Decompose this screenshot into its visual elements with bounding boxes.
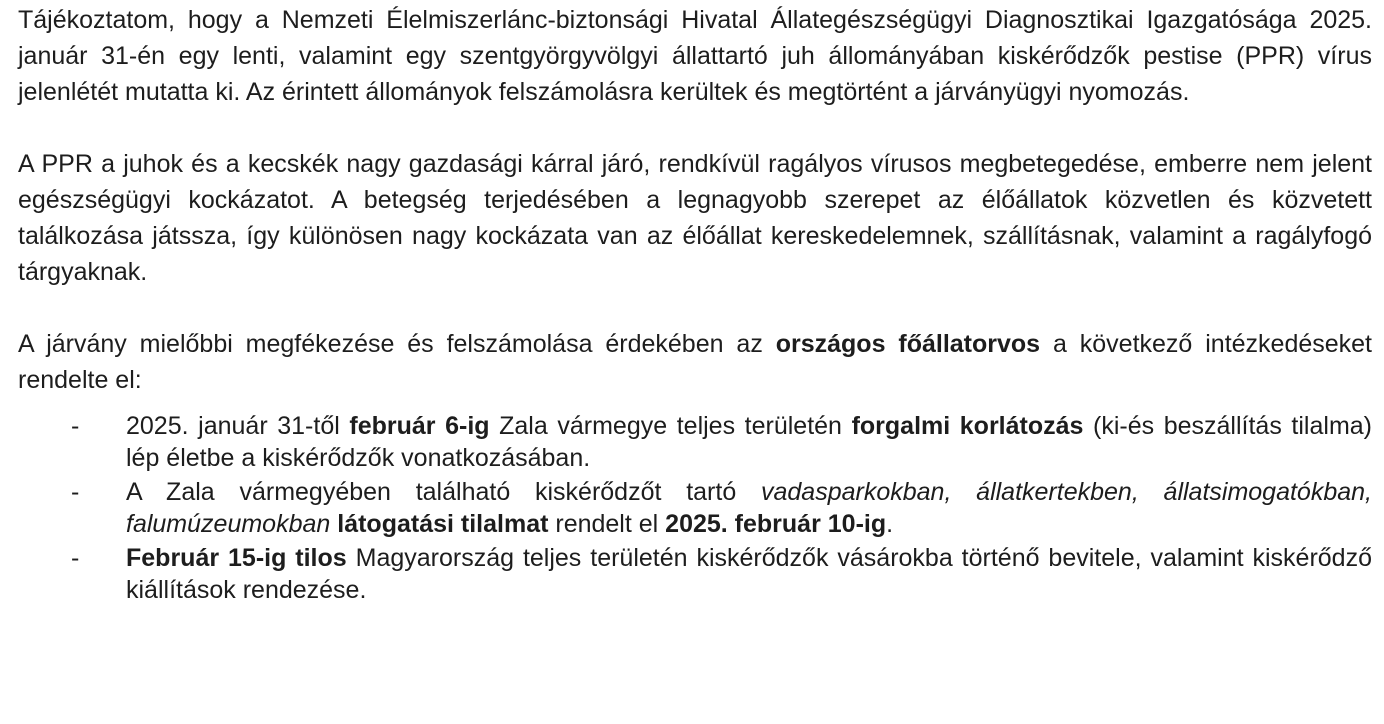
bullet-2-deadline: 2025. február 10-ig: [665, 510, 887, 538]
bullet-2-text: .: [886, 510, 894, 538]
paragraph-3-text-start: A járvány mielőbbi megfékezése és felszámolása érdekében az: [18, 330, 776, 358]
paragraph-2: A PPR a juhok és a kecskék nagy gazdasági kárral járó, rendkívül ragályos vírusos megbetegedése, emberre nem jelent egészségügyi kockázatot. A betegség terjedésében a legnagyobb szerepet az élőállatok közvetlen és közvetett találkozása játssza, így különösen nagy kockázata van az élőállat kereskedelemnek, szállításnak, valamint a ragályfogó tárgyaknak.: [18, 150, 1372, 286]
bullet-2-text: rendelt el: [548, 510, 666, 538]
bullet-dash: -: [71, 544, 80, 572]
bullet-1-text: (ki-és beszállítás tilalma) lép életbe a kiskérődzők vonatkozásában.: [126, 412, 1372, 472]
bullet-1-text: Zala vármegye teljes területén: [489, 412, 852, 440]
bullet-1-restriction: forgalmi korlátozás: [851, 412, 1084, 440]
bullet-2-venues: vadasparkokban, állatkertekben, állatsimogatókban, falumúzeumokban: [126, 478, 1372, 538]
measures-list: [18, 410, 1372, 606]
paragraph-1: Tájékoztatom, hogy a Nemzeti Élelmiszerlánc-biztonsági Hivatal Állategészségügyi Diagnosztikai Igazgatósága 2025. január 31-én egy lenti, valamint egy szentgyörgyvölgyi állattartó juh állományában kiskérődzők pestise (PPR) vírus jelenlétét mutatta ki. Az érintett állományok felszámolásra kerültek és megtörtént a járványügyi nyomozás.: [18, 6, 1372, 106]
bullet-1-text: 2025. január 31-től: [126, 412, 350, 440]
bullet-dash: -: [71, 412, 80, 440]
bullet-dash: -: [71, 478, 80, 506]
list-item: [18, 410, 1372, 474]
bullet-1-deadline: február 6-ig: [349, 412, 490, 440]
paragraph-3-text-end: a következő intézkedéseket rendelte el:: [18, 330, 1373, 394]
bullet-2-ban: látogatási tilalmat: [337, 510, 549, 538]
bullet-2-text: A Zala vármegyében található kiskérődzőt tartó: [126, 478, 761, 506]
bullet-3-deadline: Február 15-ig tilos: [126, 544, 347, 572]
list-item: [18, 542, 1372, 606]
chief-veterinarian-emphasis: országos főállatorvos: [775, 330, 1041, 358]
bullet-3-text: Magyarország teljes területén kiskérődzők vásárokba történő bevitele, valamint kiskérődző kiállítások rendezése.: [126, 544, 1372, 604]
paragraph-3: [18, 326, 1372, 398]
list-item: [18, 476, 1372, 540]
